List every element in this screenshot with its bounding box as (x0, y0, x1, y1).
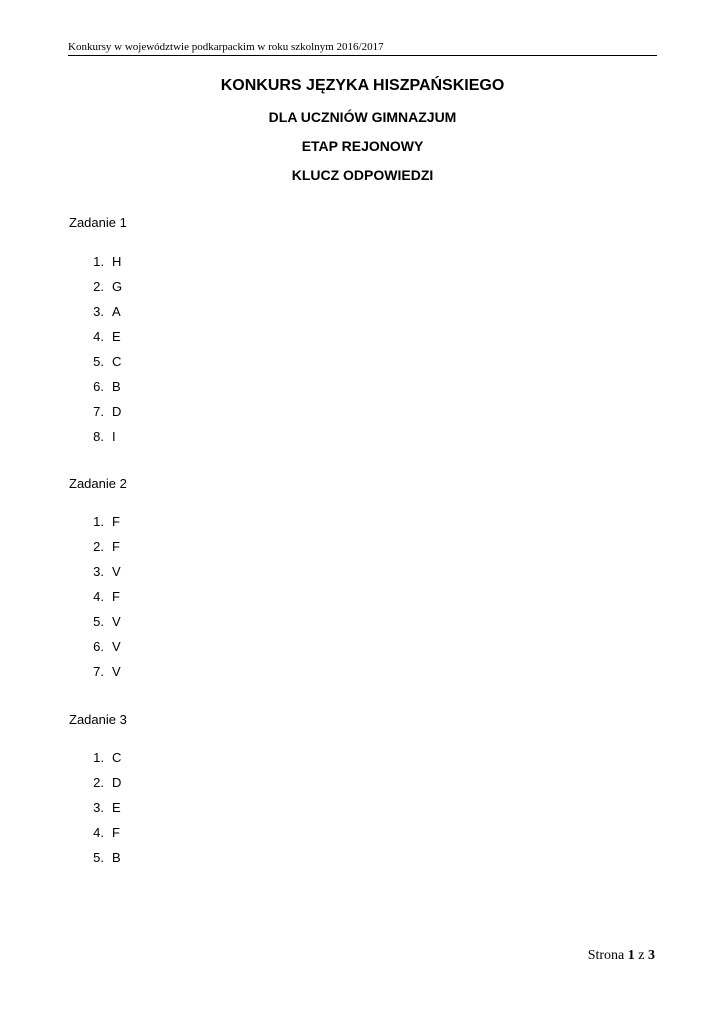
answer-item: 8. I (93, 429, 116, 444)
answer-item: 5. B (93, 850, 121, 865)
answer-item: 7. D (93, 404, 122, 419)
task-1-answers (88, 254, 122, 454)
answer-item: 3. V (93, 564, 121, 579)
page-separator: z (638, 948, 645, 963)
answer-item: 6. B (93, 379, 121, 394)
answer-item: 4. E (93, 329, 121, 344)
answer-item: 2. G (93, 279, 123, 294)
title-block (0, 75, 725, 184)
document-stage: ETAP REJONOWY (301, 138, 424, 154)
answer-item: 4. F (93, 589, 120, 604)
task-2-label: Zadanie 2 (69, 476, 127, 491)
document-key-title: KLUCZ ODPOWIEDZI (291, 167, 434, 183)
answer-item: 6. V (93, 639, 121, 654)
task-3-answers (88, 750, 121, 875)
page-total: 3 (648, 948, 655, 963)
answer-item: 1. C (93, 750, 122, 765)
document-title: KONKURS JĘZYKA HISZPAŃSKIEGO (220, 77, 505, 94)
page-number (588, 948, 655, 964)
answer-item: 2. F (93, 539, 120, 554)
task-2-answers (88, 514, 121, 689)
running-header: Konkursy w województwie podkarpackim w roku szkolnym 2016/2017 (68, 41, 657, 56)
answer-item: 5. C (93, 354, 122, 369)
page-current: 1 (627, 948, 635, 963)
answer-item: 4. F (93, 825, 120, 840)
answer-item: 3. E (93, 800, 121, 815)
answer-item: 2. D (93, 775, 122, 790)
answer-item: 3. A (93, 304, 121, 319)
task-1-label: Zadanie 1 (69, 215, 127, 230)
document-subtitle: DLA UCZNIÓW GIMNAZJUM (268, 109, 457, 125)
page-prefix: Strona (587, 948, 625, 963)
answer-item: 5. V (93, 614, 121, 629)
task-3-label: Zadanie 3 (69, 712, 127, 727)
answer-item: 1. H (93, 254, 122, 269)
answer-item: 1. F (93, 514, 120, 529)
answer-item: 7. V (93, 664, 121, 679)
